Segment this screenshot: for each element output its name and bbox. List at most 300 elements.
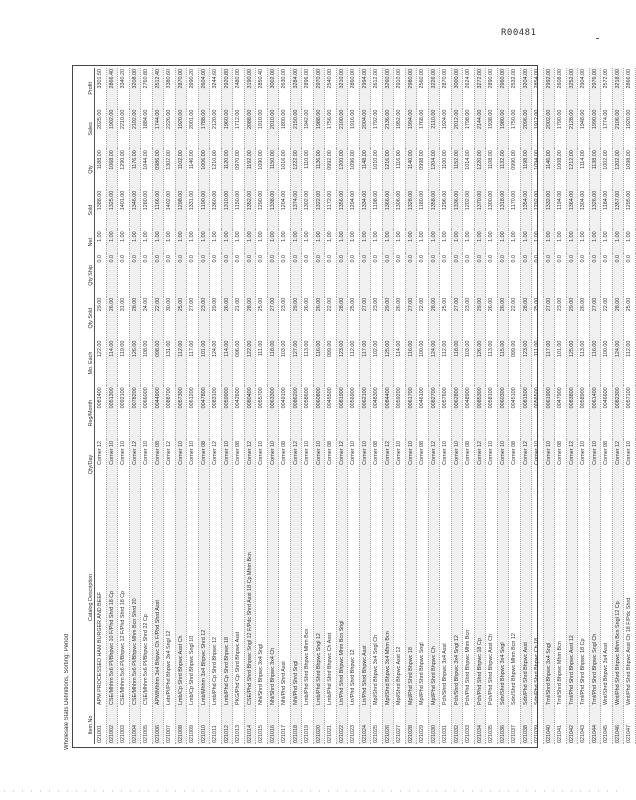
table-cell: 2120.00 xyxy=(210,109,222,150)
table-cell: 29.00 xyxy=(290,297,302,340)
table-cell: 0059900 xyxy=(221,386,233,440)
table-cell: Tml/Phd Shrd Bhpwc Sngl Ch xyxy=(589,489,601,706)
table-cell: 102.00 xyxy=(371,340,383,387)
table-cell: 1190.00 xyxy=(198,190,210,231)
table-cell: 0061700 xyxy=(405,386,417,440)
column-header: Qty/Day xyxy=(76,440,95,489)
table-cell: 1952.00 xyxy=(394,109,406,150)
table-cell: Pch/Shrd Bhpwc 3x4 Asst xyxy=(440,489,452,706)
table-cell: 28.00 xyxy=(428,297,440,340)
table-cell: 0056900 xyxy=(348,386,360,440)
table-cell: 2866.40 xyxy=(106,68,118,109)
table-cell: 1202.00 xyxy=(463,190,475,231)
table-cell: 021009 xyxy=(187,706,199,744)
table-cell: Lmb/Phd Cp Shrd Bhpwc 18 xyxy=(221,489,233,706)
table-cell: Corner 12 xyxy=(612,440,624,489)
table-row xyxy=(589,68,601,744)
table-cell: Nhl/Phd Shrd Asst xyxy=(279,489,291,706)
table-cell: 116.00 xyxy=(405,340,417,387)
table-cell: 021004 xyxy=(129,706,141,744)
table-cell: 3301.50 xyxy=(95,68,107,109)
table-cell: 1.00 xyxy=(164,230,176,254)
table-cell: Lmb/Phd Shrd Bhpwc Mhm Bcn xyxy=(302,489,314,706)
table-cell: Corner 12 xyxy=(428,440,440,489)
table-cell: 1102.00 xyxy=(175,149,187,190)
table-cell: 0081900 xyxy=(336,386,348,440)
table-cell: 1712.00 xyxy=(233,109,245,150)
table-cell: 0056500 xyxy=(532,386,544,440)
table-cell: Mpl/Phd Shrd Bhpwc 18 xyxy=(405,489,417,706)
table-cell: 30.00 xyxy=(164,297,176,340)
table-cell: Mpl/Shrd Bhpwc Asst 12 xyxy=(394,489,406,706)
table-cell: 126.00 xyxy=(129,340,141,387)
table-cell: 0.0 xyxy=(95,254,107,297)
table-row xyxy=(210,68,222,744)
table-cell: Tml/Shrd Bhpwc 3x4 Sngl xyxy=(543,489,555,706)
table-cell: 0084400 xyxy=(382,386,394,440)
table-cell: 1.00 xyxy=(589,230,601,254)
table-cell: 26.00 xyxy=(221,297,233,340)
table-cell: 1360.00 xyxy=(210,190,222,231)
scan-mark xyxy=(596,38,599,39)
table-cell: 021006 xyxy=(152,706,164,744)
table-cell: Corner 12 xyxy=(164,440,176,489)
table-cell: 22.00 xyxy=(152,297,164,340)
table-cell: 2100.00 xyxy=(336,109,348,150)
table-cell: 0.0 xyxy=(382,254,394,297)
table-cell: 2144.00 xyxy=(474,109,486,150)
table-row xyxy=(543,68,555,744)
table-cell: 1364.00 xyxy=(566,190,578,231)
table-cell: 021045 xyxy=(601,706,613,744)
table-cell: 1788.00 xyxy=(198,109,210,150)
table-cell: 0.0 xyxy=(233,254,245,297)
table-cell: 1980.00 xyxy=(497,109,509,150)
table-cell: 021015 xyxy=(256,706,268,744)
table-cell: 28.00 xyxy=(612,297,624,340)
scan-footer-noise xyxy=(0,788,618,794)
table-row xyxy=(566,68,578,744)
table-cell: 0.0 xyxy=(405,254,417,297)
table-cell: 1988.00 xyxy=(313,109,325,150)
table-cell: 0062100 xyxy=(359,386,371,440)
table-cell: 021033 xyxy=(463,706,475,744)
table-cell: 2210.00 xyxy=(118,109,130,150)
table-cell: 021013 xyxy=(233,706,245,744)
table-cell: 1138.00 xyxy=(589,149,601,190)
table-cell: Corner 10 xyxy=(118,440,130,489)
table-cell: Lmb/Mhhm 3x4 Bhpwc Shrd 12 xyxy=(198,489,210,706)
table-cell: 0.0 xyxy=(118,254,130,297)
table-cell: 1924.00 xyxy=(440,109,452,150)
table-cell: 1290.00 xyxy=(118,149,130,190)
table-cell: 0.0 xyxy=(474,254,486,297)
table-row xyxy=(555,68,567,744)
table-row xyxy=(612,68,624,744)
table-cell: Corner 10 xyxy=(578,440,590,489)
table-cell: 1.00 xyxy=(532,230,544,254)
table-cell: 021031 xyxy=(440,706,452,744)
table-cell: 27.00 xyxy=(543,297,555,340)
table-cell: 0992.00 xyxy=(325,149,337,190)
table-cell: Corner 10 xyxy=(106,440,118,489)
table-cell: 021010 xyxy=(198,706,210,744)
table-cell: 119.00 xyxy=(118,340,130,387)
table-cell: 2960.00 xyxy=(497,68,509,109)
table-cell: 2970.00 xyxy=(313,68,325,109)
table-cell: 1336.00 xyxy=(451,190,463,231)
table-cell: 1.00 xyxy=(486,230,498,254)
table-row xyxy=(394,68,406,744)
table-cell: Lmb/Phd Shrd Bhpwc Ch Asst xyxy=(325,489,337,706)
table-cell: 31.00 xyxy=(118,297,130,340)
table-cell: Pch/Shrd Bhpwc 3x4 Sngl 12 xyxy=(451,489,463,706)
table-cell: 26.00 xyxy=(313,297,325,340)
table-cell: 1068.00 xyxy=(106,149,118,190)
table-row xyxy=(417,68,429,744)
table-cell: 021034 xyxy=(474,706,486,744)
table-cell: 1960.00 xyxy=(221,109,233,150)
table-cell: 2560.00 xyxy=(417,68,429,109)
table-cell: 2010.00 xyxy=(267,109,279,150)
table-cell: CSE/Mhhm 5x6 PI/Bhpwc Shrd 22 Cp xyxy=(141,489,153,706)
table-cell: 021024 xyxy=(359,706,371,744)
table-cell: 0051300 xyxy=(106,386,118,440)
table-cell: 1290.00 xyxy=(256,190,268,231)
table-cell: 1.00 xyxy=(405,230,417,254)
table-cell: 123.00 xyxy=(520,340,532,387)
table-cell: 2896.00 xyxy=(302,68,314,109)
column-header: Sales xyxy=(76,109,95,150)
table-cell: 1.00 xyxy=(175,230,187,254)
table-cell: 2994.00 xyxy=(359,68,371,109)
table-cell: Sdn/Shrd Bhpwc Mhm Bcn 12 xyxy=(509,489,521,706)
table-cell: 2512.40 xyxy=(152,68,164,109)
table-cell: 0.0 xyxy=(578,254,590,297)
table-cell: 0.0 xyxy=(394,254,406,297)
table-cell: 0.0 xyxy=(451,254,463,297)
table-cell: 126.00 xyxy=(474,340,486,387)
table-cell: 0.0 xyxy=(210,254,222,297)
table-cell: 1910.00 xyxy=(256,109,268,150)
table-cell: Mpl/Phd Shrd Bhpwc Sngl xyxy=(417,489,429,706)
table-cell: Corner 10 xyxy=(221,440,233,489)
table-cell: 0986.00 xyxy=(152,149,164,190)
table-cell: 0058600 xyxy=(302,386,314,440)
table-cell: 2866.00 xyxy=(624,68,636,109)
table-cell: 1172.00 xyxy=(325,190,337,231)
table-cell: 0.0 xyxy=(532,254,544,297)
table-cell: 0045500 xyxy=(325,386,337,440)
table-cell: 1.00 xyxy=(221,230,233,254)
table-cell: 0.0 xyxy=(187,254,199,297)
table-cell: 1.00 xyxy=(198,230,210,254)
table-cell: 0078200 xyxy=(129,386,141,440)
table-row xyxy=(244,68,256,744)
table-cell: Tml/Phd Shrd Bhpwc 18 Cp xyxy=(578,489,590,706)
table-cell: Wnt/Shrd Bhpwc 3x4 Asst xyxy=(601,489,613,706)
table-cell: 021019 xyxy=(302,706,314,744)
table-row xyxy=(95,68,107,744)
table-cell: Corner 12 xyxy=(336,440,348,489)
table-cell: 021047 xyxy=(624,706,636,744)
table-cell: 0080400 xyxy=(244,386,256,440)
table-cell: 125.00 xyxy=(566,340,578,387)
table-cell: 3252.00 xyxy=(566,68,578,109)
table-cell: 1204.00 xyxy=(428,149,440,190)
table-cell: 0060800 xyxy=(313,386,325,440)
table-cell: 2572.00 xyxy=(601,68,613,109)
table-cell: 1184.00 xyxy=(601,190,613,231)
table-cell: 0082700 xyxy=(428,386,440,440)
table-cell: Nhl/Shrd Bhpwc 3x4 Ch xyxy=(267,489,279,706)
column-header: Item No xyxy=(76,706,95,744)
table-cell: 3190.00 xyxy=(244,68,256,109)
table-cell: 1110.00 xyxy=(302,149,314,190)
table-cell: 021036 xyxy=(497,706,509,744)
table-cell: 112.00 xyxy=(624,340,636,387)
table-cell: Mpl/Shrd Bhpwc 3x4 Mhm Bcn xyxy=(382,489,394,706)
table-row xyxy=(359,68,371,744)
table-cell: 0059200 xyxy=(394,386,406,440)
table-cell: 0046100 xyxy=(417,386,429,440)
table-cell: 0092100 xyxy=(118,386,130,440)
table-cell: 101.00 xyxy=(555,340,567,387)
table-cell: 0061900 xyxy=(543,386,555,440)
table-cell: 27.00 xyxy=(267,297,279,340)
table-cell: Pch/Phd Shrd Bhpwc 18 Cp xyxy=(474,489,486,706)
table-cell: 021044 xyxy=(589,706,601,744)
table-cell: 25.00 xyxy=(532,297,544,340)
table-cell: 3284.00 xyxy=(290,68,302,109)
table-cell: 1357.00 xyxy=(612,190,624,231)
table-cell: 021032 xyxy=(451,706,463,744)
table-cell: 122.00 xyxy=(244,340,256,387)
table-body xyxy=(95,68,636,744)
table-cell: 2001.00 xyxy=(187,109,199,150)
table-cell: 27.00 xyxy=(359,297,371,340)
table-row xyxy=(371,68,383,744)
table-cell: 0.0 xyxy=(555,254,567,297)
table-cell: Corner 10 xyxy=(497,440,509,489)
table-cell: 0.0 xyxy=(221,254,233,297)
table-cell: 021046 xyxy=(612,706,624,744)
column-header: Sold xyxy=(76,190,95,231)
table-cell: 118.00 xyxy=(267,340,279,387)
table-cell: Corner 10 xyxy=(440,440,452,489)
table-cell: 111.00 xyxy=(256,340,268,387)
table-cell: 0085300 xyxy=(474,386,486,440)
table-cell: 125.00 xyxy=(382,340,394,387)
table-cell: Corner 12 xyxy=(129,440,141,489)
table-cell: 2532.00 xyxy=(509,68,521,109)
table-cell: 1798.00 xyxy=(463,109,475,150)
table-cell: Corner 12 xyxy=(290,440,302,489)
table-cell: APM PROCESSED HAM BURGER AND BEEF xyxy=(95,489,107,706)
table-cell: 1.00 xyxy=(578,230,590,254)
table-cell: 1198.00 xyxy=(520,149,532,190)
table-cell: 1.00 xyxy=(129,230,141,254)
table-cell: CSE/Phd Shrd Bhpwc Sngl 12 F/Pdc Shrd Asst 18 Cp Mhm Bcn xyxy=(244,489,256,706)
table-cell: 1100.00 xyxy=(440,149,452,190)
table-cell: 1148.00 xyxy=(359,149,371,190)
table-cell: 124.00 xyxy=(612,340,624,387)
table-cell: 1294.00 xyxy=(348,190,360,231)
table-cell: 0063300 xyxy=(267,386,279,440)
table-cell: 1116.00 xyxy=(394,149,406,190)
table-cell: 1.00 xyxy=(256,230,268,254)
table-row xyxy=(497,68,509,744)
table-cell: 1370.00 xyxy=(474,190,486,231)
table-cell: Corner 08 xyxy=(417,440,429,489)
data-table xyxy=(76,68,636,744)
table-cell: 1198.00 xyxy=(371,190,383,231)
table-cell: 021018 xyxy=(290,706,302,744)
table-cell: 0.0 xyxy=(336,254,348,297)
table-row xyxy=(325,68,337,744)
table-cell: 3380.60 xyxy=(164,68,176,109)
table-heading: Wholesale Stats Definitions, Sorting: Period xyxy=(64,633,70,750)
table-cell: 1194.00 xyxy=(555,190,567,231)
table-cell: 2604.00 xyxy=(198,68,210,109)
table-cell: 2992.00 xyxy=(543,68,555,109)
table-cell: 26.00 xyxy=(394,297,406,340)
rotated-table xyxy=(64,60,633,750)
table-row xyxy=(532,68,544,744)
table-cell: 1912.00 xyxy=(532,109,544,150)
table-cell: 29.00 xyxy=(566,297,578,340)
table-cell: 1.00 xyxy=(233,230,245,254)
table-cell: 0066000 xyxy=(141,386,153,440)
table-cell: Corner 08 xyxy=(555,440,567,489)
table-cell: 2920.80 xyxy=(221,68,233,109)
table-cell: Corner 08 xyxy=(601,440,613,489)
table-cell: 0.0 xyxy=(359,254,371,297)
table-cell: 1002.00 xyxy=(601,149,613,190)
table-cell: 28.00 xyxy=(336,297,348,340)
table-cell: 021039 xyxy=(532,706,544,744)
table-cell: 29.00 xyxy=(95,297,107,340)
table-cell: 1210.00 xyxy=(210,149,222,190)
table-cell: 0.0 xyxy=(129,254,141,297)
table-cell: 26.00 xyxy=(578,297,590,340)
table-cell: 3210.00 xyxy=(336,68,348,109)
table-cell: 3208.00 xyxy=(129,68,141,109)
table-cell: 1292.00 xyxy=(532,190,544,231)
table-cell: 103.00 xyxy=(463,340,475,387)
table-cell: 3002.00 xyxy=(267,68,279,109)
table-cell: 103.00 xyxy=(279,340,291,387)
table-cell: 26.00 xyxy=(497,297,509,340)
table-cell: 0044900 xyxy=(152,386,164,440)
table-cell: Corner 08 xyxy=(463,440,475,489)
table-cell: 124.00 xyxy=(428,340,440,387)
table-cell: 1.00 xyxy=(336,230,348,254)
table-cell: 122.00 xyxy=(95,340,107,387)
table-cell: 0.0 xyxy=(198,254,210,297)
table-cell: Corner 10 xyxy=(543,440,555,489)
table-cell: 021022 xyxy=(336,706,348,744)
table-cell: 1014.00 xyxy=(463,149,475,190)
table-cell: 099.00 xyxy=(325,340,337,387)
table-cell: 0.0 xyxy=(313,254,325,297)
table-cell: Corner 12 xyxy=(566,440,578,489)
table-cell: 1170.00 xyxy=(509,190,521,231)
table-row xyxy=(129,68,141,744)
table-cell: 1.00 xyxy=(509,230,521,254)
table-cell: 0.0 xyxy=(440,254,452,297)
table-cell: 2990.20 xyxy=(187,68,199,109)
table-cell: 3260.00 xyxy=(382,68,394,109)
table-cell: 29.00 xyxy=(210,297,222,340)
table-row xyxy=(118,68,130,744)
table-cell: 24.00 xyxy=(141,297,153,340)
table-cell: Corner 10 xyxy=(348,440,360,489)
table-cell: 0048900 xyxy=(463,386,475,440)
table-cell: 112.00 xyxy=(175,340,187,387)
table-cell: 021007 xyxy=(164,706,176,744)
table-row xyxy=(302,68,314,744)
table-cell: 099.00 xyxy=(509,340,521,387)
table-row xyxy=(290,68,302,744)
table-cell: 1296.00 xyxy=(440,190,452,231)
table-row xyxy=(336,68,348,744)
table-cell: 1948.00 xyxy=(578,109,590,150)
table-cell: Corner 10 xyxy=(532,440,544,489)
table-cell: 2025.00 xyxy=(95,109,107,150)
table-cell: 021028 xyxy=(405,706,417,744)
table-cell: 0057600 xyxy=(440,386,452,440)
table-cell: 25.00 xyxy=(624,297,636,340)
table-cell: 1295.00 xyxy=(624,190,636,231)
table-cell: 021016 xyxy=(267,706,279,744)
table-cell: Ltr/Phd Shrd Bhpwc Mhm Bcn Sngl xyxy=(336,489,348,706)
table-cell: 1401.00 xyxy=(118,190,130,231)
table-cell: 27.00 xyxy=(187,297,199,340)
table-cell: 0.0 xyxy=(175,254,187,297)
table-cell: Tml/Phd Shrd Bhpwc Asst 12 xyxy=(566,489,578,706)
table-cell: 2850.40 xyxy=(256,68,268,109)
table-cell: 22.00 xyxy=(601,297,613,340)
table-cell: 2110.00 xyxy=(428,109,440,150)
table-cell: 22.00 xyxy=(325,297,337,340)
table-cell: 1884.00 xyxy=(141,109,153,150)
table-cell: 0083100 xyxy=(210,386,222,440)
table-cell: 1212.00 xyxy=(566,149,578,190)
table-row xyxy=(256,68,268,744)
table-cell: Corner 10 xyxy=(486,440,498,489)
table-cell: 2612.00 xyxy=(371,68,383,109)
table-cell: 021017 xyxy=(279,706,291,744)
table-cell: 1200.00 xyxy=(336,149,348,190)
table-cell: Lmb/Cp Shrd Bhpwc Asst Ch xyxy=(175,489,187,706)
column-header: Catalog Description xyxy=(76,489,95,706)
table-cell: 1140.00 xyxy=(405,149,417,190)
table-row xyxy=(348,68,360,744)
table-cell: 2128.00 xyxy=(566,109,578,150)
table-cell: 2980.00 xyxy=(405,68,417,109)
table-cell: 26.00 xyxy=(106,297,118,340)
table-cell: 2870.00 xyxy=(440,68,452,109)
table-cell: 2096.00 xyxy=(520,109,532,150)
table-cell: 021001 xyxy=(95,706,107,744)
table-cell: 1204.00 xyxy=(279,190,291,231)
table-cell: 1.00 xyxy=(313,230,325,254)
table-row xyxy=(601,68,613,744)
table-cell: 1090.00 xyxy=(256,149,268,190)
table-cell: 1120.00 xyxy=(221,149,233,190)
table-cell: 021005 xyxy=(141,706,153,744)
